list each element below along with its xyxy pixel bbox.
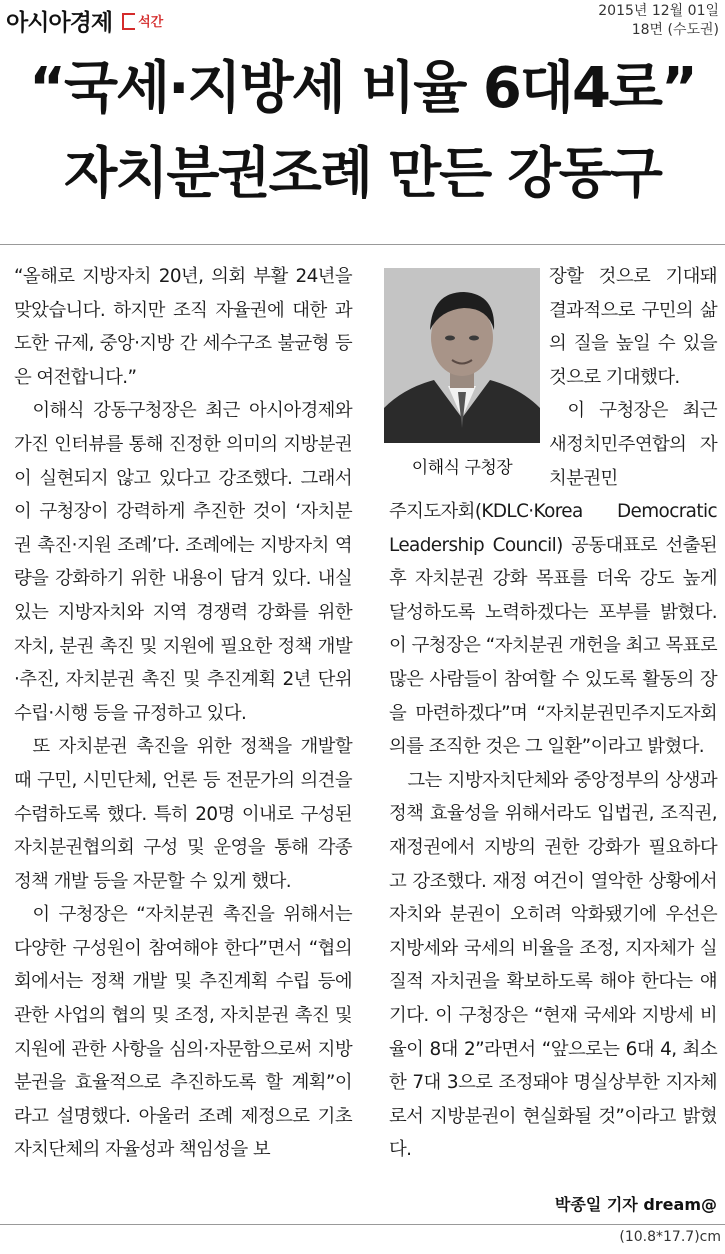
logo-name: 아시아경제 [6, 10, 113, 36]
article-dimensions: (10.8*17.7)cm [619, 1229, 721, 1245]
article-paragraph: 주지도자회(KDLC·Korea Democratic Leadership Council) 공동대표로 선출된 후 자치분권 강화 목표를 더욱 강도 높게 달성하도록 노력하겠다는 포부를 밝혔다. 이 구청장은 “자치분권 개헌을 최고 목표로 많은 사람들이 참여할 수 있도록 활동의 장을 마련하겠다”며 “자치분권민주지도자회의를 조직한 것은 그 일환”이라고 밝혔다. [389, 501, 717, 758]
headline [0, 52, 725, 210]
headline-divider [0, 244, 725, 245]
article-column-1 [14, 260, 352, 1167]
publication-meta [598, 2, 719, 40]
newspaper-logo [6, 4, 163, 37]
headline-line-1: “국세·지방세 비율 6대4로” [29, 56, 696, 121]
portrait-photo [382, 268, 542, 488]
article-paragraph: 이 구청장은 “자치분권 촉진을 위해서는 다양한 구성원이 참여해야 한다”면서 “협의회에서는 정책 개발 및 추진계획 수립 등에 관한 사업의 협의 및 조정, 자치분권 촉진 및 지원에 관한 사항을 심의·자문함으로써 지방분권을 효율적으로 추진하도록 할 계획”이라고 설명했다. 아울러 조례 제정으로 기초자치단체의 자율성과 책임성을 보 [14, 904, 352, 1161]
article-paragraph: 이해식 강동구청장은 최근 아시아경제와 가진 인터뷰를 통해 진정한 의미의 지방분권이 실현되지 않고 있다고 강조했다. 그래서 이 구청장이 강력하게 추진한 것이 ‘자치분권 촉진·지원 조례’다. 조례에는 지방자치 역량을 강화하기 위한 내용이 담겨 있다. 내실있는 지방자치와 지역 경쟁력 강화를 위한 자치, 분권 촉진 및 지원에 필요한 정책 개발·추진, 자치분권 촉진 및 추진계획 2년 단위 수립·시행 등을 규정하고 있다. [14, 400, 352, 724]
byline: 박종일 기자 dream@ [554, 1195, 717, 1214]
article-paragraph: “올해로 지방자치 20년, 의회 부활 24년을 맞았습니다. 하지만 조직 자율권에 대한 과도한 규제, 중앙·지방 간 세수구조 불균형 등은 여전합니다.” [14, 266, 352, 388]
article-paragraph: 그는 지방자치단체와 중앙정부의 상생과 정책 효율성을 위해서라도 입법권, 조직권, 재정권에서 지방의 권한 강화가 필요하다고 강조했다. 재정 여건이 열악한 상황에서 자치와 분권이 오히려 악화됐기에 우선은 지방세와 국세의 비율을 조정, 지자체가 실질적 자치권을 확보하도록 해야 한다는 얘기다. 이 구청장은 “현재 국세와 지방세 비율이 8대 2”라면서 “앞으로는 6대 4, 최소한 7대 3으로 조정돼야 명실상부한 지자체로서 지방분권이 현실화될 것”이라고 밝혔다. [389, 769, 717, 1161]
publication-date: 2015년 12월 01일 [598, 3, 719, 19]
logo-mark-icon [122, 13, 135, 30]
logo-edition: 석간 [138, 15, 164, 30]
article-paragraph: 장할 것으로 기대돼 결과적으로 구민의 삶의 질을 높일 수 있을 것으로 기대했다. [549, 266, 717, 388]
article-paragraph: 이 구청장은 최근 새정치민주연합의 자치분권민 [549, 400, 717, 489]
article-column-2-top [549, 260, 717, 495]
article-paragraph: 또 자치분권 촉진을 위한 정책을 개발할 때 구민, 시민단체, 언론 등 전문가의 의견을 수렴하도록 했다. 특히 20명 이내로 구성된 자치분권협의회 구성 및 운영을 통해 각종 정책 개발 등을 자문할 수 있게 했다. [14, 736, 352, 892]
person-portrait-icon [384, 268, 540, 443]
footer-divider [0, 1224, 725, 1225]
newspaper-header [0, 0, 725, 46]
headline-line-2: 자치분권조례 만든 강동구 [64, 141, 661, 205]
page-info: 18면 (수도권) [631, 22, 719, 38]
article-column-2-bottom [389, 495, 717, 1167]
photo-caption: 이해식 구청장 [411, 458, 513, 478]
portrait-image [384, 268, 540, 443]
